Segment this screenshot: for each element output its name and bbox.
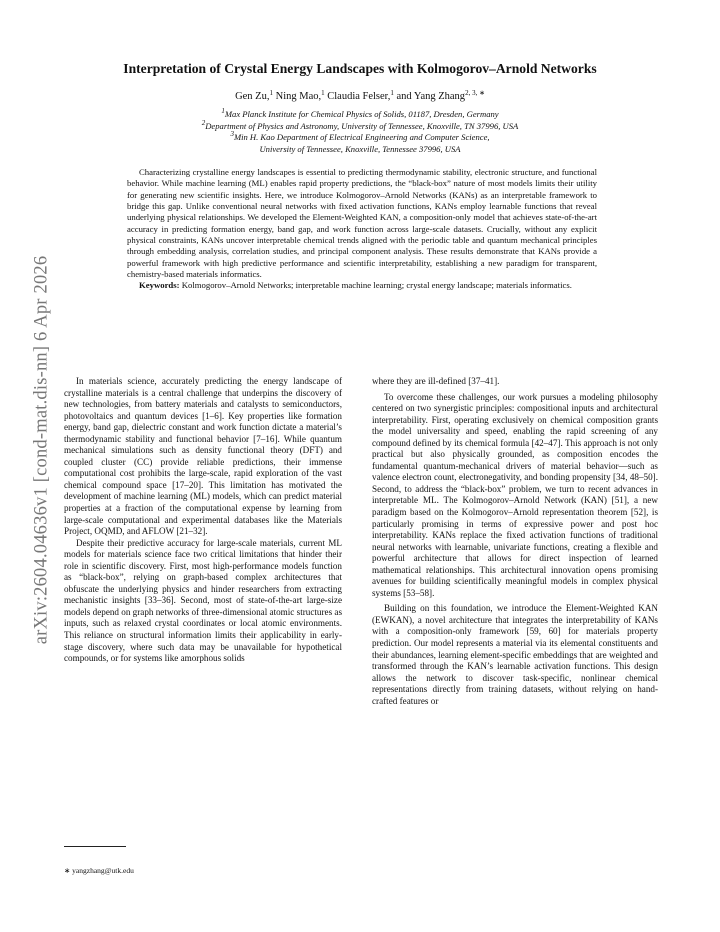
affiliation-mark: 2 [201,118,206,127]
footnote-divider [64,846,126,847]
affiliation-text: Department of Physics and Astronomy, University of Tennessee, Knoxville, TN 37996, USA [205,120,519,131]
paper-title: Interpretation of Crystal Energy Landscapes with Kolmogorov–Arnold Networks [123,61,597,76]
left-column [64,376,342,665]
body-paragraph: Despite their predictive accuracy for large-scale materials, current ML models for materials science face two critical limitations that hinder their role in scientific discovery. First, most high-performance models function as “black-box”, relying on graph-based complex architectures that obfuscate the underlying physics and hinder researchers from extracting mechanistic insights [33–36]. Second, most of state-of-the-art large-size models depend on graph networks of three-dimensional atomic structures as inputs, such as relaxed crystal coordinates or local atomic environments. This reliance on structural information limits their applicability in early-stage discovery, where such data may be unavailable for hypothetical compounds, or for systems like amorphous solids [64,537,342,664]
author-name: Ning Mao, [272,91,322,102]
affiliation-mark: 3 [230,130,234,138]
keywords-text: Kolmogorov–Arnold Networks; interpretable machine learning; crystal energy landscape; materials informatics. [179,280,572,291]
abstract [127,167,597,292]
author-affiliation-mark: 2, 3, ∗ [465,89,485,97]
affiliations [110,109,610,155]
affiliation-text: University of Tennessee, Knoxville, Tennessee 37996, USA [259,143,461,154]
arxiv-sidebar [30,210,54,690]
body-paragraph: where they are ill-defined [37–41]. [372,376,500,386]
affiliation-line [110,109,610,121]
author-affiliation-mark: 1 [321,89,325,97]
author-name: Claudia Felser, [324,91,391,102]
author-name: and Yang Zhang [393,91,466,102]
footnote-email: ∗ yangzhang@utk.edu [64,866,134,875]
body-paragraph: To overcome these challenges, our work pursues a modeling philosophy centered on two synergistic principles: compositional inputs and architectural interpretability. First, operating exclusively on chemical composition grants the model universality and speed, enabling the rapid screening of any compound defined by its chemical formula [42–47]. This approach is not only practical but also physically grounded, as composition encodes the fundamental quantum-mechanical drivers of material behavior—such as valence electron count, electronegativity, and bonding propensity [34, 48–50]. Second, to address the “black-box” problem, we turn to recent advances in interpretable ML. The Kolmogorov–Arnold Network (KAN) [51], a new paradigm based on the Kolmogorov–Arnold representation theorem [52], is particularly promising in terms of expressive power and post hoc interpretability. KANs replace the fixed activation functions of traditional neural networks with learnable, univariate functions, creating a flexible and powerful architecture that allows for direct inspection of learned mathematical relationships. This architectural innovation opens promising avenues for building scientifically meaningful models in complex physical systems [53–58]. [372,391,658,598]
affiliation-line [110,118,610,133]
body-paragraph: Building on this foundation, we introduce the Element-Weighted KAN (EWKAN), a novel architecture that integrates the interpretability of KANs with a composition-only framework [59, 60] for materials property prediction. Our model represents a material via its elemental constituents and their abundances, learning element-specific embeddings that are weighted and transformed through the KAN’s learnable activation functions. This design allows the network to discover task-specific, nonlinear chemical representations directly from training datasets, without relying on hand-crafted features or [372,603,658,706]
author-list [60,91,660,102]
affiliation-mark: 1 [221,107,225,115]
affiliation-line [110,132,610,144]
keywords-label: Keywords: [139,280,180,291]
arxiv-identifier: arXiv:2604.04636v1 [cond-mat.dis-nn] 6 Apr 2026 [31,255,52,645]
right-column [372,376,658,707]
keywords [127,280,597,291]
body-paragraph: In materials science, accurately predicting the energy landscape of crystalline materials is a central challenge that underpins the discovery of new technologies, from battery materials and catalysts to semiconductors, photovoltaics and quantum devices [1–6]. Key properties like formation energy, band gap, dielectric constant and work function dictate a material’s thermodynamic stability and functional behavior [7–16]. While quantum mechanical simulations such as density functional theory (DFT) and coupled cluster (CC) provide reliable predictions, their immense computational cost prohibits the large-scale, rapid exploration of the vast chemical compound space [17–20]. This limitation has motivated the development of machine learning (ML) models, which can predict material properties at a fraction of the computational expense by learning from large-scale computational and experimental databases like the Materials Project, OQMD, and AFLOW [21–32]. [64,376,342,537]
author-name: Gen Zu, [235,91,270,102]
affiliation-text: Min H. Kao Department of Electrical Engineering and Computer Science, [233,132,490,142]
affiliation-line [110,144,610,156]
author-affiliation-mark: 1 [269,89,273,97]
affiliation-text: Max Planck Institute for Chemical Physics of Solids, 01187, Dresden, Germany [224,109,499,119]
abstract-text: Characterizing crystalline energy landscapes is essential to predicting thermodynamic stability, electronic structure, and functional behavior. While machine learning (ML) enables rapid property predictions, the “black-box” nature of most models limits their utility for generating new scientific insights. Here, we introduce Kolmogorov–Arnold Networks (KANs) as an interpretable framework to bridge this gap. Unlike conventional neural networks with fixed activation functions, KANs employ learnable functions that reveal underlying physical relationships. We developed the Element-Weighted KAN, a composition-only model that achieves state-of-the-art accuracy in predicting formation energy, band gap, and work function across large-scale datasets. Crucially, without any explicit physical constraints, KANs uncover interpretable chemical trends aligned with the periodic table and quantum mechanical principles through embedding analysis, correlation studies, and principal component analysis. These results demonstrate that KANs provide a powerful framework with high predictive performance and scientific interpretability, establishing a new paradigm for transparent, chemistry-based materials informatics. [127,167,597,280]
author-affiliation-mark: 1 [390,89,394,97]
